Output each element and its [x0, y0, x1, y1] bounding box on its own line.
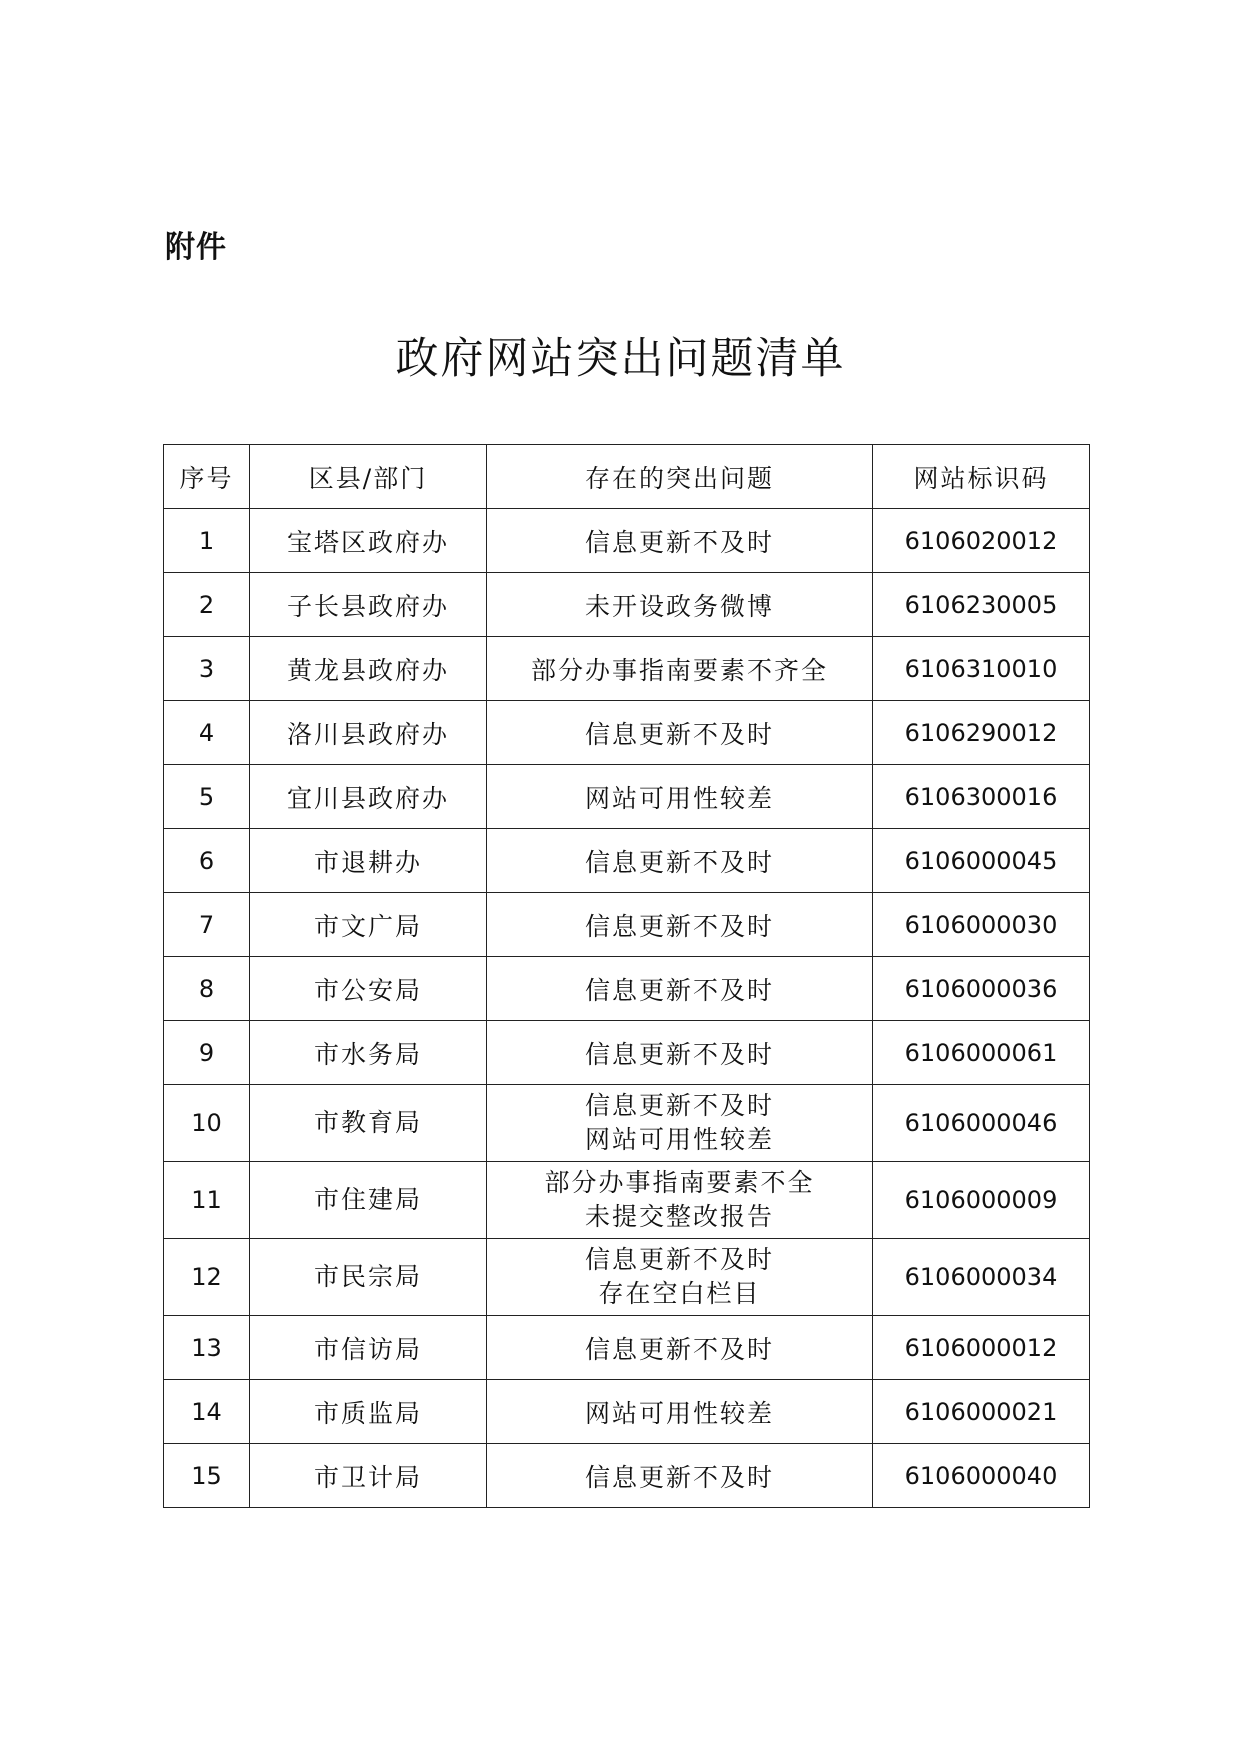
row-site-code: 6106000021	[873, 1380, 1090, 1444]
issue-text: 网站可用性较差	[584, 783, 774, 813]
document-title: 政府网站突出问题清单	[395, 334, 846, 384]
row-site-code: 6106000040	[873, 1444, 1090, 1508]
row-issues	[487, 1444, 873, 1508]
row-site-code: 6106000012	[873, 1316, 1090, 1380]
row-department: 市退耕办	[250, 829, 487, 893]
row-site-code: 6106020012	[873, 509, 1090, 573]
row-department: 市住建局	[250, 1162, 487, 1239]
row-site-code: 6106000036	[873, 957, 1090, 1021]
row-index: 1	[164, 509, 250, 573]
row-index: 11	[164, 1162, 250, 1239]
row-issues	[487, 1085, 873, 1162]
row-issues	[487, 1162, 873, 1239]
row-issues	[487, 701, 873, 765]
row-department: 宝塔区政府办	[250, 509, 487, 573]
row-department: 黄龙县政府办	[250, 637, 487, 701]
row-site-code: 6106000045	[873, 829, 1090, 893]
row-issues	[487, 637, 873, 701]
row-site-code: 6106000034	[873, 1239, 1090, 1316]
issue-text: 部分办事指南要素不全	[544, 1168, 815, 1197]
table-row	[164, 829, 1090, 893]
issue-text: 信息更新不及时	[584, 975, 774, 1005]
row-site-code: 6106000046	[873, 1085, 1090, 1162]
table-row	[164, 573, 1090, 637]
row-site-code: 6106290012	[873, 701, 1090, 765]
row-site-code: 6106310010	[873, 637, 1090, 701]
row-index: 4	[164, 701, 250, 765]
table-row	[164, 957, 1090, 1021]
row-index: 5	[164, 765, 250, 829]
row-issues	[487, 1239, 873, 1316]
table-row	[164, 509, 1090, 573]
row-department: 市教育局	[250, 1085, 487, 1162]
row-issues	[487, 509, 873, 573]
issue-text: 信息更新不及时	[584, 1334, 774, 1364]
row-index: 8	[164, 957, 250, 1021]
row-issues	[487, 1316, 873, 1380]
row-index: 9	[164, 1021, 250, 1085]
table-row	[164, 1085, 1090, 1162]
row-issues	[487, 1021, 873, 1085]
issue-text: 网站可用性较差	[584, 1125, 774, 1154]
row-issues	[487, 829, 873, 893]
issue-text: 网站可用性较差	[584, 1398, 774, 1428]
row-department: 宜川县政府办	[250, 765, 487, 829]
header-row	[164, 445, 1090, 509]
table-row	[164, 1239, 1090, 1316]
issue-text: 信息更新不及时	[584, 527, 774, 557]
row-index: 14	[164, 1380, 250, 1444]
row-department: 市民宗局	[250, 1239, 487, 1316]
table-header	[164, 445, 1090, 509]
row-department: 市质监局	[250, 1380, 487, 1444]
table-row	[164, 1316, 1090, 1380]
table-row	[164, 637, 1090, 701]
row-department: 市水务局	[250, 1021, 487, 1085]
issue-text: 部分办事指南要素不齐全	[530, 655, 828, 685]
attachment-label: 附件	[165, 230, 227, 265]
issue-text: 信息更新不及时	[584, 911, 774, 941]
row-site-code: 6106000009	[873, 1162, 1090, 1239]
table-row	[164, 1380, 1090, 1444]
table-row	[164, 1162, 1090, 1239]
table-body	[164, 509, 1090, 1508]
table-row	[164, 701, 1090, 765]
issue-text: 信息更新不及时	[584, 1462, 774, 1492]
issue-text: 信息更新不及时	[584, 719, 774, 749]
header-index: 序号	[164, 445, 250, 509]
row-department: 子长县政府办	[250, 573, 487, 637]
row-site-code: 6106000061	[873, 1021, 1090, 1085]
issue-text: 未提交整改报告	[584, 1202, 774, 1231]
row-department: 洛川县政府办	[250, 701, 487, 765]
row-department: 市公安局	[250, 957, 487, 1021]
row-index: 13	[164, 1316, 250, 1380]
header-department: 区县/部门	[250, 445, 487, 509]
row-department: 市信访局	[250, 1316, 487, 1380]
row-index: 2	[164, 573, 250, 637]
row-issues	[487, 893, 873, 957]
row-index: 10	[164, 1085, 250, 1162]
table-row	[164, 893, 1090, 957]
row-department: 市卫计局	[250, 1444, 487, 1508]
issue-table	[163, 444, 1090, 1508]
header-issues: 存在的突出问题	[487, 445, 873, 509]
row-issues	[487, 957, 873, 1021]
row-site-code: 6106230005	[873, 573, 1090, 637]
row-issues	[487, 765, 873, 829]
issue-text: 信息更新不及时	[584, 1245, 774, 1274]
row-index: 3	[164, 637, 250, 701]
table-row	[164, 765, 1090, 829]
table-row	[164, 1444, 1090, 1508]
header-site-code: 网站标识码	[873, 445, 1090, 509]
row-site-code: 6106000030	[873, 893, 1090, 957]
issue-text: 信息更新不及时	[584, 1091, 774, 1120]
issue-text: 信息更新不及时	[584, 847, 774, 877]
issue-text: 存在空白栏目	[598, 1279, 761, 1308]
row-index: 12	[164, 1239, 250, 1316]
row-site-code: 6106300016	[873, 765, 1090, 829]
row-index: 15	[164, 1444, 250, 1508]
row-department: 市文广局	[250, 893, 487, 957]
table-row	[164, 1021, 1090, 1085]
issue-text: 未开设政务微博	[584, 591, 774, 621]
row-issues	[487, 1380, 873, 1444]
row-index: 6	[164, 829, 250, 893]
row-index: 7	[164, 893, 250, 957]
issue-text: 信息更新不及时	[584, 1039, 774, 1069]
row-issues	[487, 573, 873, 637]
